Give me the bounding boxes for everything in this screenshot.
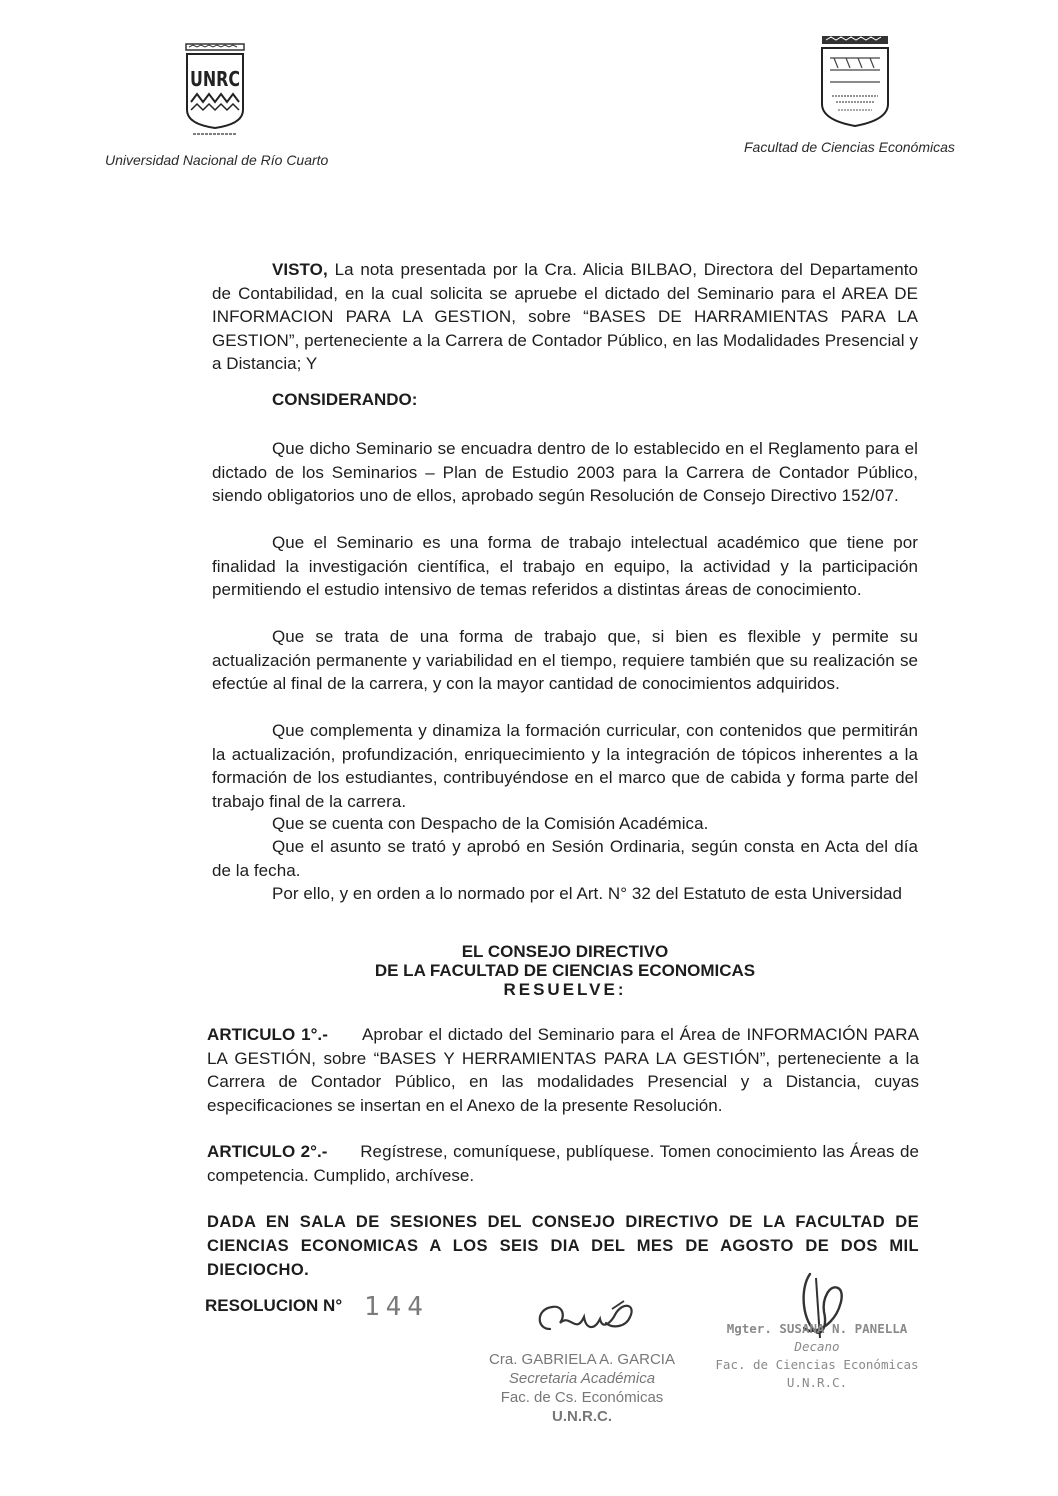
considerando-5: Que se cuenta con Despacho de la Comisión Académica.: [272, 814, 709, 833]
svg-text:UNRC: UNRC: [190, 67, 240, 91]
considerando-7: Por ello, y en orden a lo normado por el Art. N° 32 del Estatuto de esta Universidad: [272, 884, 902, 903]
articulo-2-text: Regístrese, comuníquese, publíquese. Tomen conocimiento las Áreas de competencia. Cumplido, archívese.: [207, 1142, 919, 1185]
consejo-line-2: DE LA FACULTAD DE CIENCIAS ECONOMICAS: [374, 961, 756, 980]
consejo-heading: [212, 942, 918, 999]
articulo-1-label: ARTICULO 1°.-: [207, 1025, 328, 1044]
visto-paragraph: [212, 258, 918, 376]
considerando-2: Que el Seminario es una forma de trabajo intelectual académico que tiene por finalidad la investigación científica, el trabajo en equipo, la actividad y la participación permitiendo el estudio intensivo de temas referidos a distintas áreas de conocimiento.: [212, 533, 918, 600]
considerando-3: Que se trata de una forma de trabajo que, si bien es flexible y permite su actualización permanente y variabilidad en el tiempo, requiere también que su realización se efectúe al final de la carrera, y con la mayor cantidad de conocimientos adquiridos.: [212, 627, 918, 694]
decano-title: Decano: [794, 1339, 840, 1354]
articulo-1: [207, 1023, 919, 1117]
visto-text: La nota presentada por la Cra. Alicia BILBAO, Directora del Departamento de Contabilidad, en la cual solicita se apruebe el dictado del Seminario para el AREA DE INFORMACION PARA LA GESTION, sobre “BASES DE HARRAMIENTAS PARA LA GESTION”, perteneciente a la Carrera de Contador Público, en las Modalidades Presencial y a Distancia; Y: [212, 260, 919, 374]
considerando-4: Que complementa y dinamiza la formación curricular, con contenidos que permitirán la actualización, profundización, enriquecimiento y la integración de tópicos inherentes a la formación de los estudiantes, contribuyéndose en el marco que de cabida y forma parte del trabajo final de la carrera.: [212, 721, 918, 811]
decano-org: U.N.R.C.: [786, 1375, 848, 1390]
closing-statement: DADA EN SALA DE SESIONES DEL CONSEJO DIRECTIVO DE LA FACULTAD DE CIENCIAS ECONOMICAS A LOS SEIS DIA DEL MES DE AGOSTO DE DOS MIL DIECIOCHO.: [207, 1213, 919, 1279]
unrc-logo: [183, 42, 247, 140]
secretaria-title: Secretaria Académica: [508, 1370, 656, 1387]
articulo-2: [207, 1140, 919, 1187]
faculty-caption: Facultad de Ciencias Económicas: [744, 139, 955, 155]
decano-name: Mgter. SUSANA N. PANELLA: [726, 1321, 908, 1336]
decano-stamp: [712, 1320, 922, 1392]
decano-unit: Fac. de Ciencias Económicas: [715, 1357, 919, 1372]
articulo-1-text: Aprobar el dictado del Seminario para el Área de INFORMACIÓN PARA LA GESTIÓN, sobre “BASES Y HERRAMIENTAS PARA LA GESTIÓN”, perteneciente a la Carrera de Contador Público, en las modalidades Presencial y a Distancia, cuyas especificaciones se insertan en el Anexo de la presente Resolución.: [207, 1025, 919, 1115]
secretaria-stamp: [472, 1350, 692, 1426]
resolucion-number: 144: [364, 1292, 429, 1322]
articulo-2-label: ARTICULO 2°.-: [207, 1142, 328, 1161]
university-caption: Universidad Nacional de Río Cuarto: [105, 152, 329, 168]
considerando-heading: CONSIDERANDO:: [272, 390, 418, 409]
resuelve-line: RESUELVE:: [503, 980, 627, 999]
considerando-6: Que el asunto se trató y aprobó en Sesión Ordinaria, según consta en Acta del día de la fecha.: [212, 837, 918, 880]
visto-lead: VISTO,: [272, 260, 328, 279]
resolucion-label: RESOLUCION N°: [205, 1296, 343, 1315]
secretaria-unit: Fac. de Cs. Económicas: [500, 1389, 664, 1406]
secretaria-name: Cra. GABRIELA A. GARCIA: [489, 1351, 675, 1368]
consejo-line-1: EL CONSEJO DIRECTIVO: [461, 942, 669, 961]
secretaria-org: U.N.R.C.: [552, 1408, 612, 1425]
faculty-logo: [816, 34, 894, 130]
considerando-1: Que dicho Seminario se encuadra dentro de lo establecido en el Reglamento para el dictado de los Seminarios – Plan de Estudio 2003 para la Carrera de Contador Público, siendo obligatorios uno de ellos, aprobado según Resolución de Consejo Directivo 152/07.: [212, 439, 918, 506]
